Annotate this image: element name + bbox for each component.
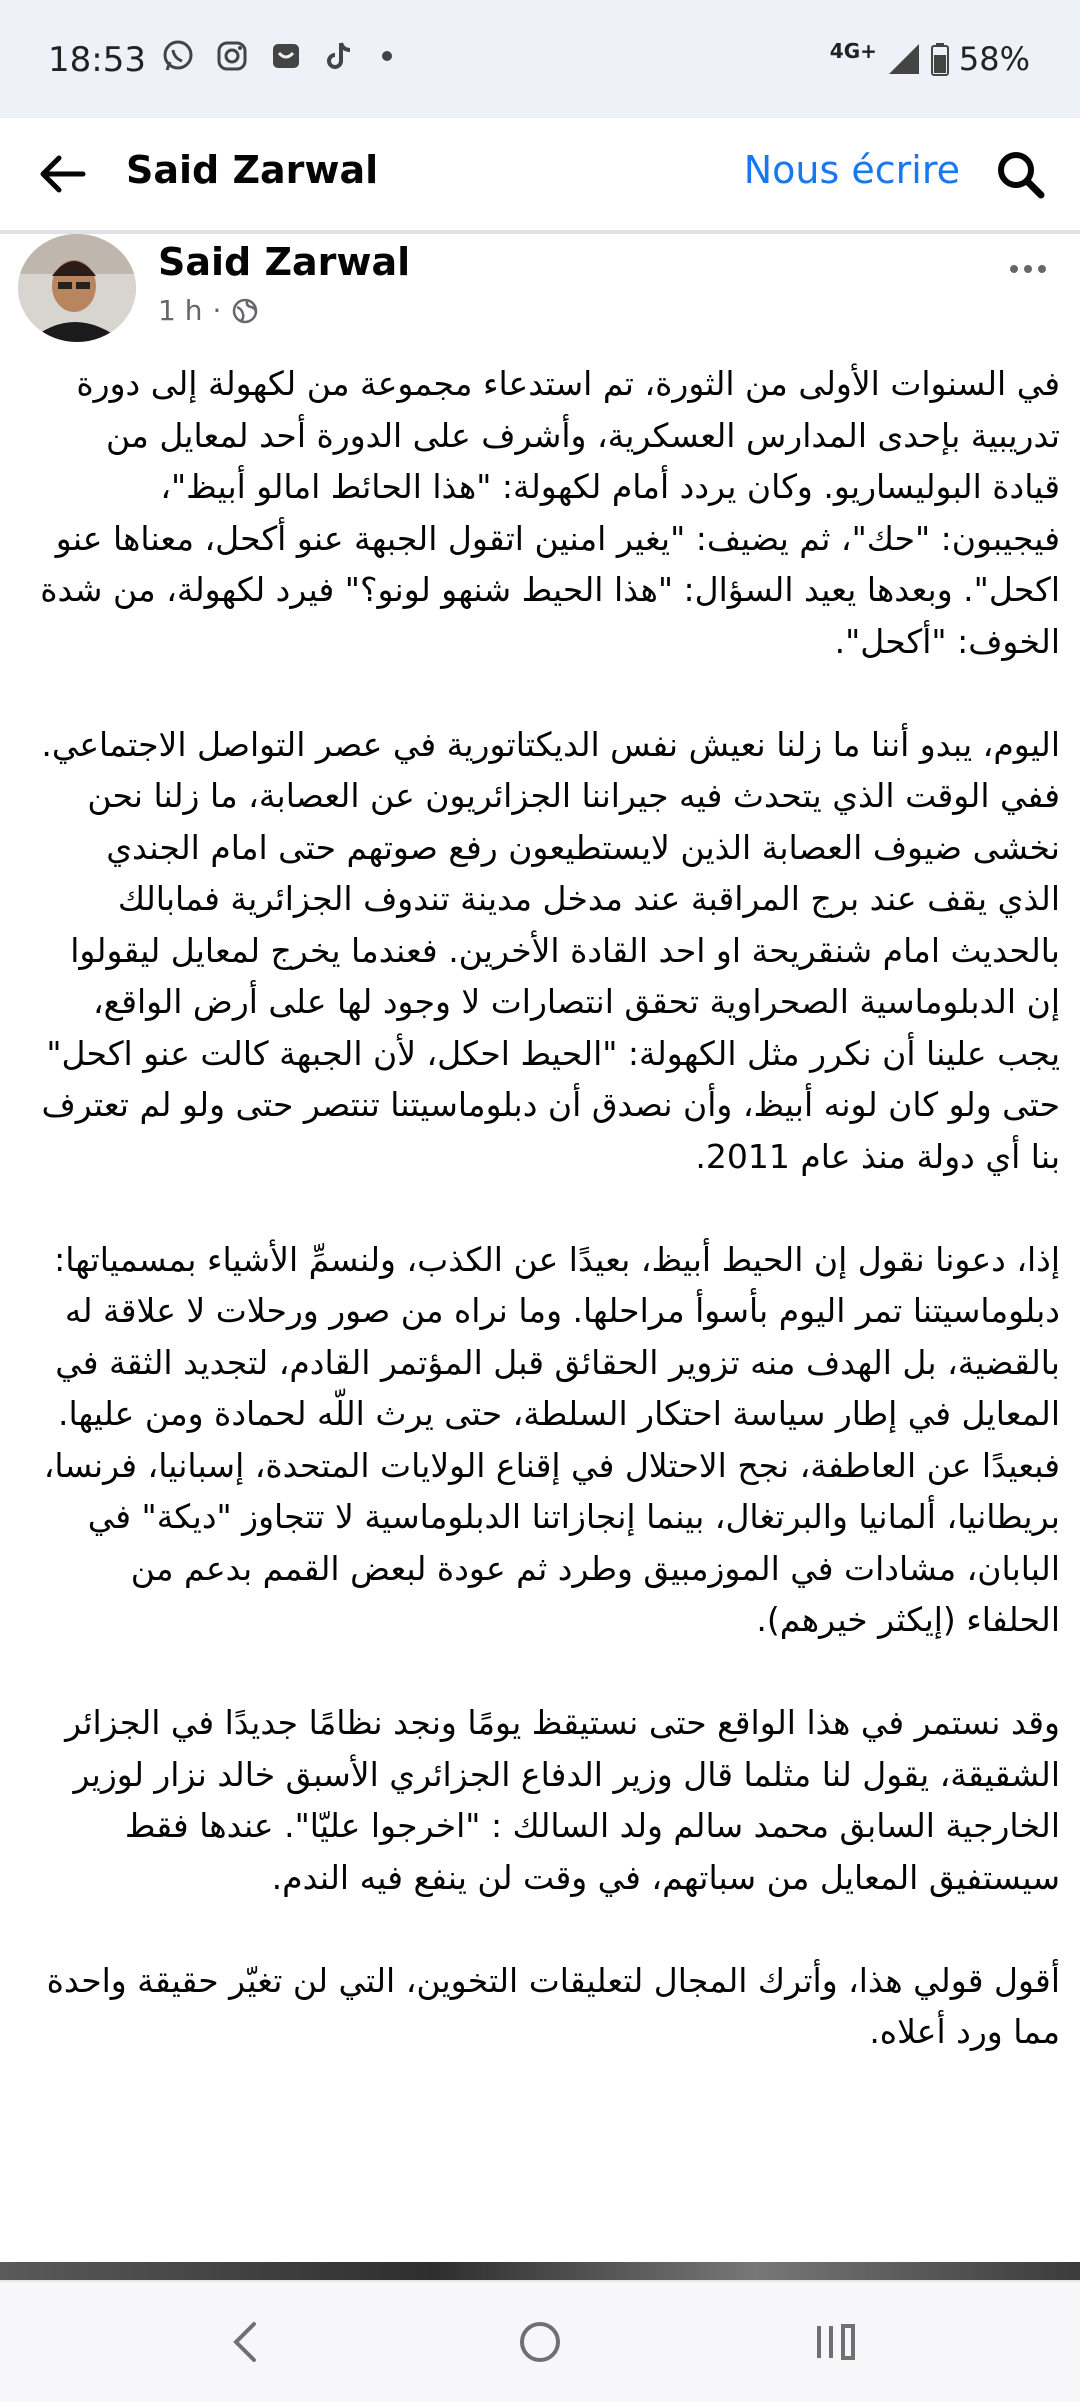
post-image-preview[interactable] bbox=[0, 2262, 1080, 2280]
globe-icon bbox=[231, 297, 259, 325]
post-paragraph: إذا، دعونا نقول إن الحيط أبيظ، بعيدًا عن الكذب، ولنسمِّ الأشياء بمسمياتها: دبلوماسيتنا تمر اليوم بأسوأ مراحلها. وما نراه من صور ورحلات لا علاقة له بالقضية، بل الهدف منه تزوير الحقائق قبل المؤتمر القادم، لتجديد الثقة في المعايل في إطار سياسة احتكار السلطة، حتى يرث اللّه لحمادة ومن عليها. فبعيدًا عن العاطفة، نجح الاحتلال في إقناع الولايات المتحدة، إسبانيا، فرنسا، بريطانيا، ألمانيا والبرتغال، بينما إنجازاتنا الدبلوماسية لا تتجاوز "ديكة" في البابان، مشادات في الموزمبيق وطرد ثم عودة لبعض القمم بدعم من الحلفاء (إيكثر خيرهم). bbox=[43, 1239, 1060, 1639]
status-right bbox=[830, 40, 1030, 78]
post-header bbox=[0, 234, 1080, 354]
post-time[interactable]: 1 h bbox=[158, 294, 203, 327]
nav-back-button[interactable] bbox=[210, 2310, 280, 2374]
more-notifications-dot bbox=[382, 51, 392, 61]
search-icon bbox=[994, 148, 1046, 200]
dot bbox=[1024, 265, 1032, 273]
home-nav-icon bbox=[517, 2319, 563, 2365]
post-more-button[interactable] bbox=[998, 254, 1058, 284]
status-time: 18:53 bbox=[48, 40, 146, 80]
back-button[interactable] bbox=[32, 146, 92, 202]
dot bbox=[1010, 265, 1018, 273]
page-title: Said Zarwal bbox=[126, 148, 379, 192]
meta-separator: · bbox=[212, 294, 222, 327]
avatar[interactable] bbox=[18, 234, 136, 342]
post-paragraph: في السنوات الأولى من الثورة، تم استدعاء مجموعة من لكهولة إلى دورة تدريبية بإحدى المدارس العسكرية، وأشرف على الدورة أحد لمعايل من قيادة البوليساريو. وكان يردد أمام لكهولة: "هذا الحائط امالو أبيظ"، فيجيبون: "حك"، ثم يضيف: "يغير امنين اتقول الجبهة عنو أكحل، معناها عنو اكحل". وبعدها يعيد السؤال: "هذا الحيط شنهو لونو؟" فيرد لكهولة، من شدة الخوف: "أكحل". bbox=[40, 364, 1060, 661]
network-type: 4G+ bbox=[829, 39, 877, 63]
arrow-left-icon bbox=[37, 154, 87, 194]
status-bar bbox=[0, 0, 1080, 118]
nav-home-button[interactable] bbox=[505, 2310, 575, 2374]
nav-recents-button[interactable] bbox=[800, 2310, 870, 2374]
post-meta bbox=[158, 294, 259, 327]
dot bbox=[1038, 265, 1046, 273]
instagram-icon bbox=[214, 38, 250, 74]
battery-level: 58% bbox=[958, 40, 1030, 78]
inbox-icon bbox=[268, 38, 304, 74]
post-paragraph: أقول قولي هذا، وأترك المجال لتعليقات التخوين، التي لن تغيّر حقيقة واحدة مما ورد أعلاه. bbox=[46, 1960, 1060, 2051]
post-author[interactable]: Said Zarwal bbox=[158, 240, 411, 284]
notification-icons bbox=[160, 38, 392, 74]
tiktok-icon bbox=[322, 38, 358, 74]
page-header bbox=[0, 118, 1080, 234]
whatsapp-icon bbox=[160, 38, 196, 74]
signal-icon bbox=[887, 42, 921, 76]
post-text bbox=[34, 358, 1060, 2109]
post-paragraph: وقد نستمر في هذا الواقع حتى نستيقظ يومًا ونجد نظامًا جديدًا في الجزائر الشقيقة، يقول لنا مثلما قال وزير الدفاع الجزائري الأسبق خالد نزار لوزير الخارجية السابق محمد سالم ولد السالك : "اخرجوا عليّا". عندها فقط سيستفيق المعايل من سباتهم، في وقت لن ينفع فيه الندم. bbox=[65, 1703, 1060, 1897]
battery-icon bbox=[931, 42, 949, 76]
search-button[interactable] bbox=[988, 142, 1052, 206]
post-paragraph: اليوم، يبدو أننا ما زلنا نعيش نفس الديكتاتورية في عصر التواصل الاجتماعي. ففي الوقت الذي يتحدث فيه جيراننا الجزائريون عن العصابة، ما زلنا نحن نخشى ضيوف العصابة الذين لايستطيعون رفع صوتهم حتى امام الجندي الذي يقف عند برج المراقبة عند مدخل مدينة تندوف الجزائرية فمابالك بالحديث امام شنقريحة او احد القادة الأخرين. فعندما يخرج لمعايل ليقولوا إن الدبلوماسية الصحراوية تحقق انتصارات لا وجود لها على أرض الواقع، يجب علينا أن نكرر مثل الكهولة: "الحيط احكل، لأن الجبهة كالت عنو اكحل" حتى ولو كان لونه أبيظ، وأن نصدق أن دبلوماسيتنا تنتصر حتى ولو لم تعترف بنا أي دولة منذ عام 2011. bbox=[41, 724, 1060, 1176]
recents-nav-icon bbox=[813, 2320, 857, 2364]
system-nav-bar bbox=[0, 2280, 1080, 2402]
message-button[interactable]: Nous écrire bbox=[743, 148, 960, 192]
back-nav-icon bbox=[230, 2320, 260, 2364]
